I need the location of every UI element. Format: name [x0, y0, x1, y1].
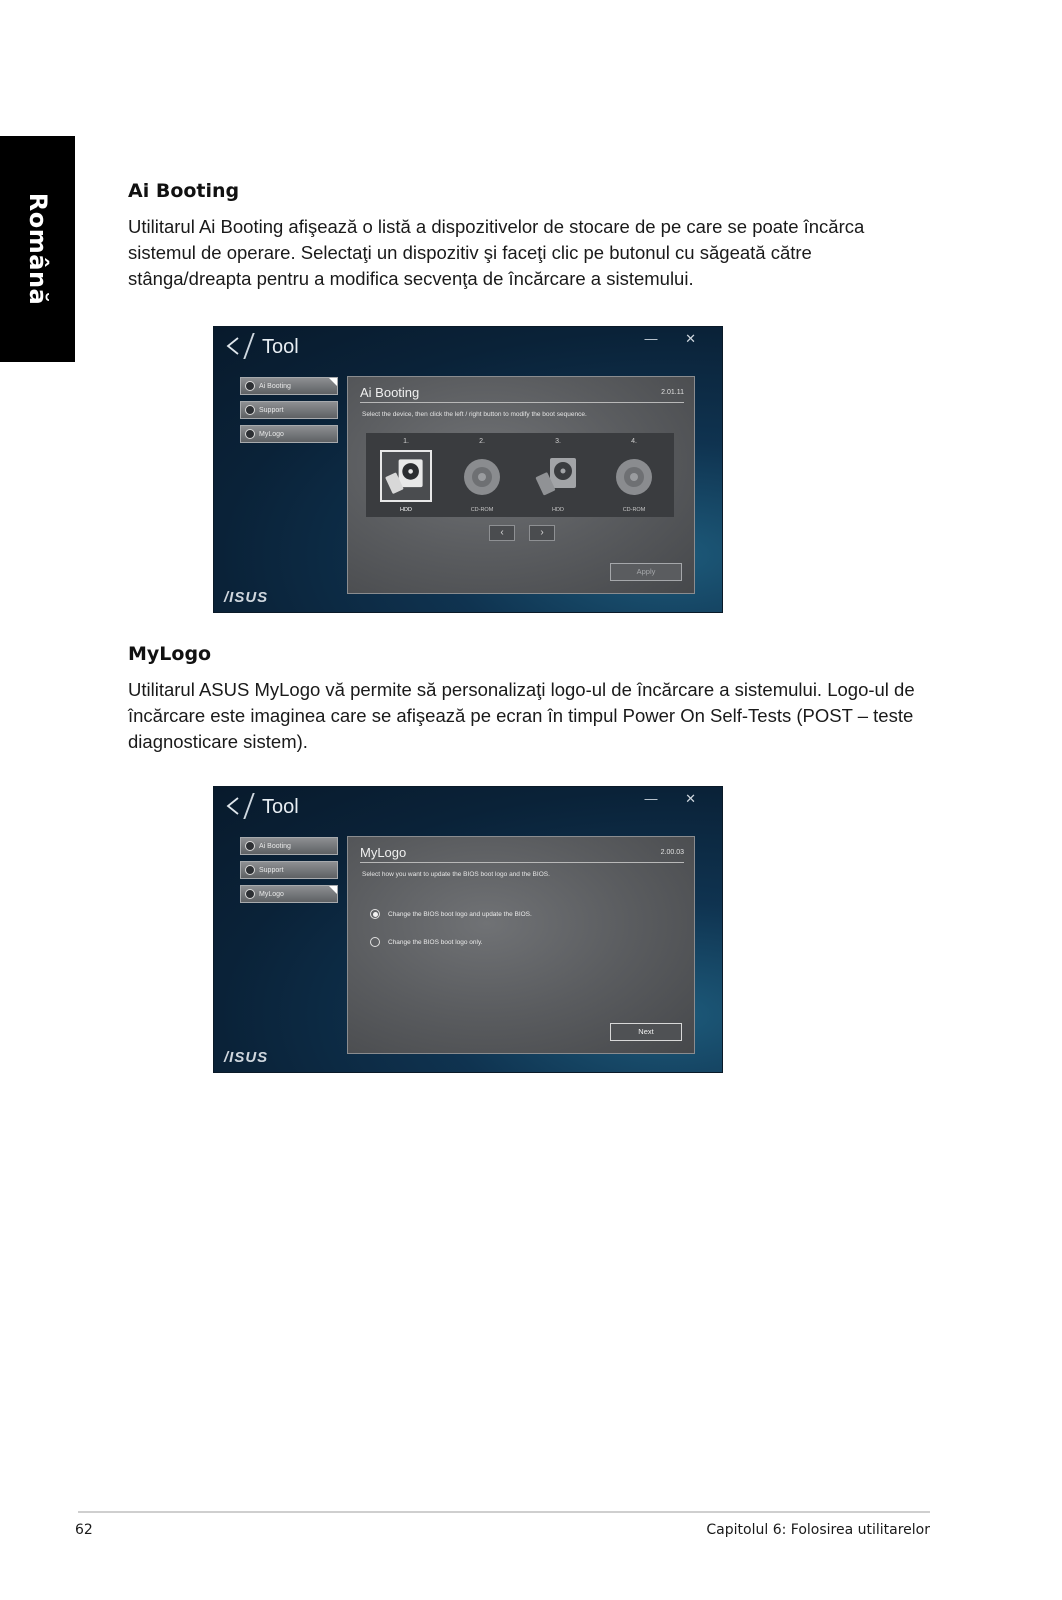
device-label: HDD [552, 507, 564, 513]
hdd-usb-icon [532, 450, 584, 502]
boot-device-list [366, 433, 674, 517]
sidebar-item-label: Ai Booting [259, 382, 291, 390]
radio-selected-icon[interactable] [370, 909, 380, 919]
panel-description: Select how you want to update the BIOS boot logo and the BIOS. [362, 871, 550, 878]
sidebar-item-label: MyLogo [259, 430, 284, 438]
device-label: CD-ROM [622, 507, 646, 513]
sidebar-item-label: Support [259, 406, 284, 414]
sidebar-item-label: MyLogo [259, 890, 284, 898]
section-text-ai-booting: Utilitarul Ai Booting afişează o listă a dispozitivelor de stocare de pe care se poate încărca sistemul de operare. Selectaţi un dispozitiv şi faceţi clic pe butonul cu săgeată către stânga/dreapta pentru a modifica secvenţa de încărcare a sistemului. [128, 216, 865, 289]
window-controls[interactable]: — ✕ [644, 331, 708, 346]
move-left-button[interactable]: ‹ [489, 525, 515, 541]
panel-description: Select the device, then click the left / right button to modify the boot sequence. [362, 411, 587, 418]
app-title-bar [214, 327, 722, 365]
sidebar-item-support[interactable] [240, 861, 338, 879]
sidebar-item-mylogo[interactable] [240, 885, 338, 903]
panel-divider [360, 402, 684, 403]
app-sidebar [240, 377, 338, 449]
page-number: 62 [75, 1522, 93, 1538]
version-label: 2.00.03 [660, 849, 684, 856]
ai-booting-panel [347, 376, 695, 594]
disc-icon [245, 841, 255, 851]
hdd-usb-icon [380, 450, 432, 502]
app-sidebar [240, 837, 338, 909]
window-controls[interactable]: — ✕ [644, 791, 708, 806]
cd-rom-icon [456, 450, 508, 502]
ai-booting-screenshot [213, 326, 723, 613]
device-label: CD-ROM [470, 507, 494, 513]
next-button[interactable]: Next [610, 1023, 682, 1041]
device-number: 1. [403, 438, 409, 445]
cd-rom-icon [608, 450, 660, 502]
panel-divider [360, 862, 684, 863]
sidebar-item-mylogo[interactable] [240, 425, 338, 443]
boot-device-3[interactable] [523, 433, 593, 517]
section-text-mylogo: Utilitarul ASUS MyLogo vă permite să personalizaţi logo-ul de încărcare a sistemului. Logo-ul de încărcare este imaginea care se afişează pe ecran în timpul Power On Self-Tests (POST – teste diagnosticare sistem). [128, 679, 915, 752]
disc-icon [245, 381, 255, 391]
asus-logo: /ISUS [224, 589, 269, 606]
option-label: Change the BIOS boot logo and update the BIOS. [388, 910, 532, 918]
device-label: HDD [400, 507, 412, 513]
app-title: Tool [262, 336, 299, 358]
support-icon [245, 865, 255, 875]
sidebar-item-ai-booting[interactable] [240, 837, 338, 855]
sidebar-item-support[interactable] [240, 401, 338, 419]
app-title-bar [214, 787, 722, 825]
mylogo-screenshot [213, 786, 723, 1073]
section-title-ai-booting: Ai Booting [128, 180, 240, 202]
device-number: 4. [631, 438, 637, 445]
language-side-tab [0, 136, 75, 362]
language-label: Română [23, 192, 52, 306]
device-number: 3. [555, 438, 561, 445]
move-right-button[interactable]: › [529, 525, 555, 541]
option-label: Change the BIOS boot logo only. [388, 938, 483, 946]
sidebar-item-ai-booting[interactable] [240, 377, 338, 395]
mylogo-panel [347, 836, 695, 1054]
sidebar-item-label: Support [259, 866, 284, 874]
radio-unselected-icon[interactable] [370, 937, 380, 947]
app-title: Tool [262, 796, 299, 818]
panel-title: Ai Booting [360, 385, 420, 400]
chapter-title: Capitolul 6: Folosirea utilitarelor [706, 1522, 930, 1538]
option-update-logo-and-bios[interactable] [370, 909, 532, 919]
option-update-logo-only[interactable] [370, 937, 483, 947]
section-title-mylogo: MyLogo [128, 643, 212, 665]
logo-icon [245, 429, 255, 439]
support-icon [245, 405, 255, 415]
asus-logo: /ISUS [224, 1049, 269, 1066]
version-label: 2.01.11 [661, 389, 684, 396]
logo-icon [245, 889, 255, 899]
panel-title: MyLogo [360, 845, 407, 860]
footer-divider [78, 1511, 930, 1513]
boot-device-4[interactable] [599, 433, 669, 517]
apply-button[interactable]: Apply [610, 563, 682, 581]
boot-device-2[interactable] [447, 433, 517, 517]
sidebar-item-label: Ai Booting [259, 842, 291, 850]
boot-device-1[interactable] [371, 433, 441, 517]
device-number: 2. [479, 438, 485, 445]
